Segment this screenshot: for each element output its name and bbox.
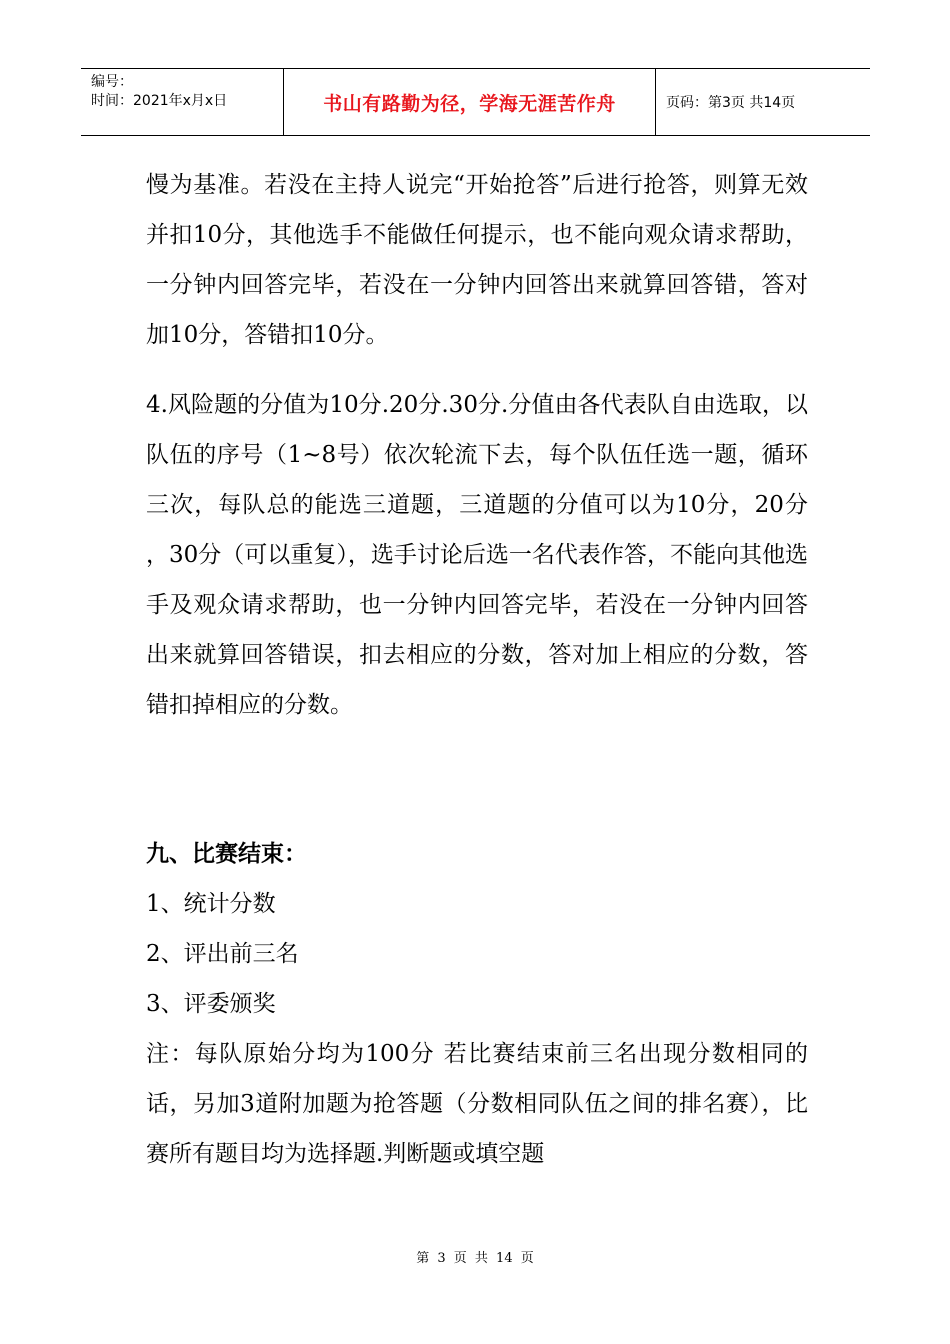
- list-item-awards: 3、评委颁奖: [146, 991, 276, 1017]
- list-item-top-three: 2、评出前三名: [146, 941, 299, 967]
- header-meta: [81, 69, 283, 135]
- list-item-tally-scores: 1、统计分数: [146, 891, 276, 917]
- document-number: 编号：: [91, 74, 133, 90]
- header-motto: 书山有路勤为径，学海无涯苦作舟: [283, 69, 656, 135]
- page-footer: 第 3 页 共 14 页: [416, 1251, 534, 1266]
- paragraph-rules-continued: 慢为基准。若没在主持人说完“开始抢答”后进行抢答，则算无效并扣10分，其他选手不能做任何提示，也不能向观众请求帮助，一分钟内回答完毕，若没在一分钟内回答出来就算回答错，答对加10分，答错扣10分。: [146, 172, 808, 348]
- document-body: [146, 160, 808, 1179]
- note-paragraph: 注：每队原始分均为100分 若比赛结束前三名出现分数相同的话，另加3道附加题为抢答题（分数相同队伍之间的排名赛），比赛所有题目均为选择题.判断题或填空题: [146, 1041, 808, 1167]
- page-header: [81, 68, 870, 136]
- paragraph-risk-questions: 4.风险题的分值为10分.20分.30分.分值由各代表队自由选取，以队伍的序号（1~8号）依次轮流下去，每个队伍任选一题，循环三次，每队总的能选三道题，三道题的分值可以为10分，20分 ，30分（可以重复），选手讨论后选一名代表作答，不能向其他选手及观众请求帮助，也一分钟内回答完毕，若没在一分钟内回答出来就算回答错误，扣去相应的分数，答对加上相应的分数，答错扣掉相应的分数。: [146, 392, 808, 718]
- section-heading-competition-end: 九、比赛结束：: [146, 840, 307, 867]
- document-date: 时间：2021年x月x日: [91, 93, 228, 109]
- header-page-number: 页码：第3页 共14页: [666, 95, 796, 111]
